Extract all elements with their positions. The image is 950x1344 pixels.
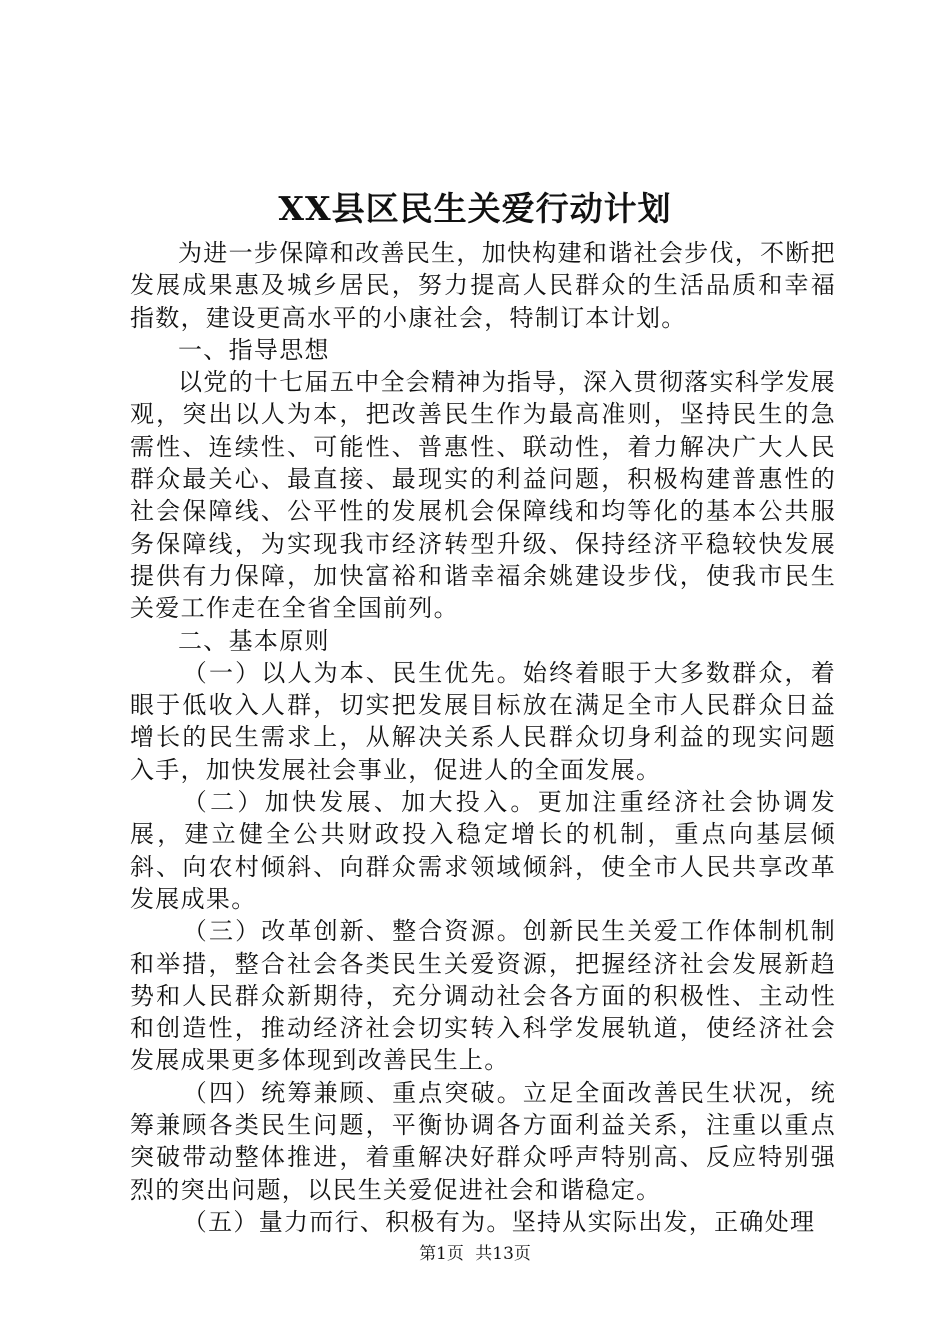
principle-item-5: （五）量力而行、积极有为。坚持从实际出发，正确处理 xyxy=(182,1207,816,1236)
page-number: 第1页 xyxy=(419,1244,464,1264)
intro-paragraph: 为进一步保障和改善民生，加快构建和谐社会步伐，不断把发展成果惠及城乡居民，努力提高人民群众的生活品质和幸福指数，建设更高水平的小康社会，特制订本计划。 xyxy=(130,239,836,332)
document-body xyxy=(130,237,836,1238)
principle-item-1: （一）以人为本、民生优先。始终着眼于大多数群众，着眼于低收入人群，切实把发展目标放在满足全市人民群众日益增长的民生需求上，从解决关系人民群众切身利益的现实问题入手，加快发展社会事业，促进人的全面发展。 xyxy=(130,658,836,784)
section-heading-basic-principles: 二、基本原则 xyxy=(178,626,330,655)
guiding-ideology-paragraph: 以党的十七届五中全会精神为指导，深入贯彻落实科学发展观，突出以人为本，把改善民生作为最高准则，坚持民生的急需性、连续性、可能性、普惠性、联动性，着力解决广大人民群众最关心、最直接、最现实的利益问题，积极构建普惠性的社会保障线、公平性的发展机会保障线和均等化的基本公共服务保障线，为实现我市经济转型升级、保持经济平稳较快发展提供有力保障，加快富裕和谐幸福余姚建设步伐，使我市民生关爱工作走在全省全国前列。 xyxy=(130,368,836,623)
page-total: 共13页 xyxy=(475,1244,531,1264)
section-heading-guiding-ideology: 一、指导思想 xyxy=(178,335,330,364)
principle-item-2: （二）加快发展、加大投入。更加注重经济社会协调发展，建立健全公共财政投入稳定增长的机制，重点向基层倾斜、向农村倾斜、向群众需求领域倾斜，使全市人民共享改革发展成果。 xyxy=(130,788,836,913)
principle-item-4: （四）统筹兼顾、重点突破。立足全面改善民生状况，统筹兼顾各类民生问题，平衡协调各方面利益关系，注重以重点突破带动整体推进，着重解决好群众呼声特别高、反应特别强烈的突出问题，以民生关爱促进社会和谐稳定。 xyxy=(130,1078,836,1204)
page-footer xyxy=(0,1242,950,1266)
principle-item-3: （三）改革创新、整合资源。创新民生关爱工作体制机制和举措，整合社会各类民生关爱资源，把握经济社会发展新趋势和人民群众新期待，充分调动社会各方面的积极性、主动性和创造性，推动经济社会切实转入科学发展轨道，使经济社会发展成果更多体现到改善民生上。 xyxy=(130,917,836,1075)
document-title: XX县区民生关爱行动计划 xyxy=(278,189,672,228)
